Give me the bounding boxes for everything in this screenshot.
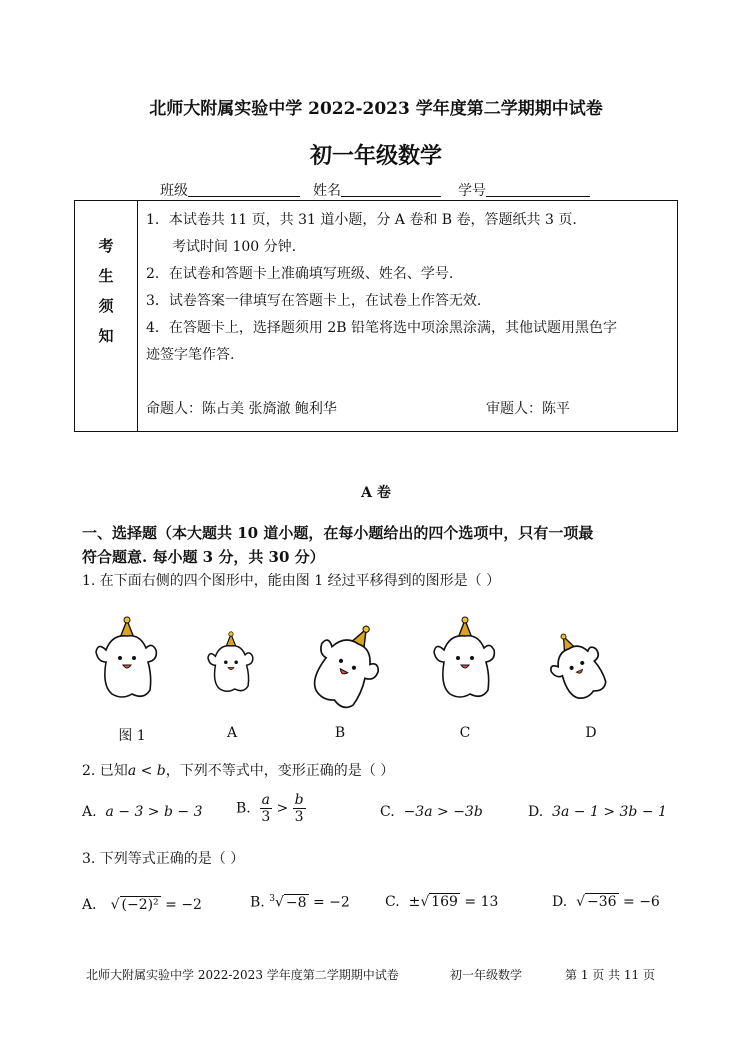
figure-a-label: A [226,725,238,741]
notice-char: 生 [98,267,114,285]
q2-prefix: 2. 已知 [82,763,128,779]
figure-b-label: B [334,725,346,741]
notice-side-label [75,201,138,432]
q2-condition: a < b [127,763,166,779]
q2-option-c: C. −3a > −3b [380,804,483,820]
section-heading-cont: 符合题意. 每小题 3 分，共 30 分） [82,548,325,566]
id-blank [486,182,590,197]
notice-box [74,200,678,432]
radicand: −8 [285,894,307,911]
rule-line: 迹签字笔作答. [146,347,235,363]
reviewer-text: 审题人：陈平 [486,401,570,417]
notice-char: 知 [98,327,114,345]
footer-subject: 初一年级数学 [450,968,523,982]
id-label: 学号 [458,183,486,199]
setter-text: 命题人：陈占美 张旖澈 鲍利华 [146,401,337,417]
radicand: (−2)² [121,897,159,913]
name-blank [341,182,441,197]
name-field [313,180,441,200]
option-b-image [304,620,388,710]
rule-line: 考试时间 100 分钟. [172,239,297,255]
q2-option-a: A. a − 3 > b − 3 [82,804,203,820]
question-3: 3. 下列等式正确的是（ ） [82,851,245,867]
notice-rules [138,201,678,432]
figure-c-label: C [459,725,471,741]
q2-option-d-expr: 3a − 1 > 3b − 1 [552,804,667,820]
fraction-a-over-3: $\frac{a}{3}$ [261,792,271,825]
class-field [160,180,300,200]
id-field [458,180,590,200]
q3-option-b: B. $^3$√ −8 = −2 [250,894,350,911]
option-d-image [545,630,611,702]
radicand: 169 [431,894,458,910]
figure-d-label: D [585,725,597,741]
footer-page: 第 1 页 共 11 页 [565,968,655,982]
q3-option-a: A． √ (−2)² = −2 [82,897,202,913]
class-label: 班级 [160,183,188,199]
fraction-b-over-3: $\frac{b}{3}$ [294,792,304,825]
authors-line [146,396,669,423]
q3-option-d: D. √ −36 = −6 [552,894,660,910]
question-2 [82,760,394,780]
name-label: 姓名 [313,183,341,199]
footer-school: 北师大附属实验中学 2022-2023 学年度第二学期期中试卷 [86,968,399,982]
radicand: −36 [587,894,617,910]
figure-1-label: 图 1 [118,728,146,744]
q2-suffix: ，下列不等式中，变形正确的是（ ） [165,763,395,779]
rule-line: 1．本试卷共 11 页，共 31 道小题，分 A 卷和 B 卷，答题纸共 3 页. [146,212,577,228]
rule-line: 3．试卷答案一律填写在答题卡上，在试卷上作答无效. [146,293,482,309]
exam-title: 北师大附属实验中学 2022-2023 学年度第二学期期中试卷 [149,99,603,119]
option-c-image [430,616,500,702]
q3-option-c: C. ±√ 169 = 13 [385,894,499,910]
q2-option-b: B. $\frac{a}{3}$ > $\frac{b}{3}$ [236,792,304,825]
class-blank [188,182,300,197]
root-index: 3 [269,894,275,904]
section-heading: 一、选择题（本大题共 10 道小题，在每小题给出的四个选项中，只有一项最 [82,524,594,542]
section-a-label: A 卷 [361,485,391,501]
rule-line: 4．在答题卡上，选择题须用 2B 铅笔将选中项涂黑涂满，其他试题用黑色字 [146,320,618,336]
notice-char: 须 [98,297,114,315]
rule-line: 2．在试卷和答题卡上准确填写班级、姓名、学号. [146,266,454,282]
q2-option-d: D. 3a − 1 > 3b − 1 [528,804,667,820]
figure-1-image [92,616,162,702]
q2-option-a-expr: a − 3 > b − 3 [105,804,203,820]
exam-subtitle: 初一年级数学 [309,143,442,169]
option-a-image [205,630,257,696]
notice-char: 考 [98,237,114,255]
q2-option-c-expr: −3a > −3b [403,804,483,820]
question-1: 1. 在下面右侧的四个图形中，能由图 1 经过平移得到的图形是（ ） [82,573,501,589]
